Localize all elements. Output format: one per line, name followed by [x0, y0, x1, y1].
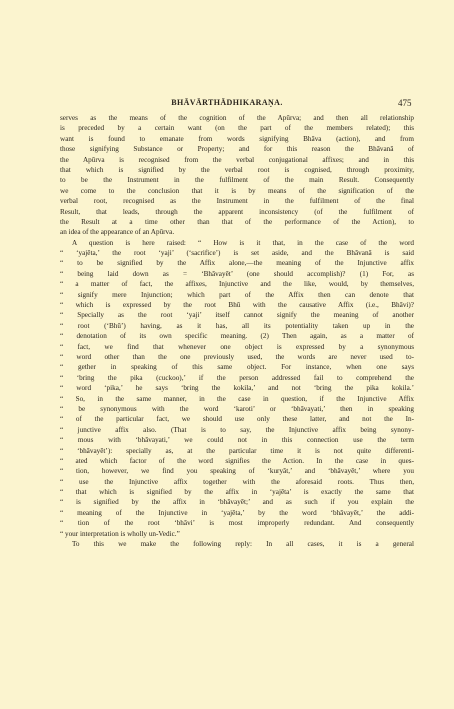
text-line: A question is here raised: “ How is it that, in the case of the word [72, 238, 414, 247]
text-line: “ root (‘Bhū’) having, as it has, all its potentiality taken up in the [60, 321, 414, 330]
text-line: verbal root, recognised as the Instrument in the fulfilment of the final [60, 197, 414, 206]
text-line: Result, that leads, through the apparent inconsistency (of the fulfilment of [60, 207, 414, 216]
text-line: “ So, in the same manner, in the case in question, if the Injunctive Affix [60, 394, 414, 403]
body-text [60, 113, 414, 549]
text-line: “ junctive affix also. (That is to say, the Injunctive affix being synony- [60, 425, 414, 434]
text-line: that which is signified by the verbal root is cognised, through proximity, [60, 165, 414, 174]
text-line: “ tion, however, we find you speaking of ‘kuryāt,’ and ‘bhāvayēt,’ where you [60, 467, 414, 476]
text-line: “ mous with ‘bhāvayati,’ we could not in this connection use the term [60, 436, 414, 445]
text-line: “ your interpretation is wholly un-Vedic.” [60, 529, 180, 538]
text-line: “ a matter of fact, the affixes, Injunctive and the like, would, by themselves, [60, 280, 414, 289]
text-line: those signifying Substance or Property; and for this reason the Bhāvanā of [60, 145, 414, 154]
text-line: “ signify mere Injunction; which part of the Affix then can denote that [60, 290, 414, 299]
text-line: is preceded by a certain want (on the part of the members related); this [60, 124, 414, 133]
text-line: “ denotation of its own specific meaning. (2) Then again, as a matter of [60, 332, 414, 341]
text-line: the Result at a time other than that of the performance of the Action), to [60, 217, 414, 226]
text-line: “ is signified by the affix in ‘bhāvayēt;’ and as such if you explain the [60, 498, 414, 507]
text-line: “ tion of the root ‘bhāvi’ is most improperly redundant. And consequently [60, 519, 414, 528]
text-line: we come to the conclusion that it is by means of the signification of the [60, 186, 414, 195]
text-line: “ word other than the one previously used, the words are never used to- [60, 352, 414, 361]
text-line: “ use the Injunctive affix together with the aforesaid roots. Thus then, [60, 477, 414, 486]
text-line: “ word ‘pika,’ he says ‘bring the kokila,’ and not ‘bring the pika kokila.’ [60, 384, 414, 393]
text-line: “ ‘bring the pika (cuckoo),’ if the person addressed fail to comprehend the [60, 373, 414, 382]
text-line: “ Specially as the root ‘yaji’ itself cannot signify the meaning of another [60, 311, 414, 320]
page-number: 475 [398, 98, 412, 108]
text-line: “ being laid down as = ‘Bhāvayēt’ (one should accomplish)? (1) For, as [60, 269, 414, 278]
text-line: serves as the means of the cognition of the Apūrva; and then all relationship [60, 114, 414, 122]
running-header: BHĀVĀRTHĀDHIKARAṆA. [171, 98, 283, 107]
text-line: “ meaning of the Injunctive in ‘yajēta,’ by the word ‘bhāvayēt,’ the addi- [60, 508, 414, 517]
text-line: “ that which is signified by the affix in ‘yajēta’ is exactly the same that [60, 488, 414, 497]
text-line: to be the Instrument in the fulfilment of the main Result. Consequently [60, 176, 414, 185]
text-line: “ ‘bhāvayēt’): specially as, at the particular time it is not quite differenti- [60, 446, 414, 455]
text-line: “ ated which factor of the word signifies the Action. In the case in ques- [60, 456, 414, 465]
text-line: “ to be signified by the Affix alone,—the meaning of the Injunctive affix [60, 259, 414, 268]
text-line: “ of the particular fact, we should use only these latter, and not the In- [60, 415, 414, 424]
text-line: the Apūrva is recognised from the verbal conjugational affixes; and in this [60, 155, 414, 164]
text-line: “ gether in speaking of this same object. For instance, when one says [60, 363, 414, 372]
text-line: “ fact, we find that whenever one object is expressed by a synonymous [60, 342, 414, 351]
text-line: “ ‘yajēta,’ the root ‘yaji’ (‘sacrifice’) is set aside, and the Bhāvanā is said [60, 249, 414, 258]
text-line: an idea of the appearance of an Apūrva. [60, 228, 175, 237]
text-line: want is found to emanate from words signifying Bhāva (action), and from [60, 134, 414, 143]
text-line: “ be synonymous with the word ‘karoti’ or ‘bhāvayati,’ then in speaking [60, 404, 414, 413]
text-line: “ which is expressed by the root Bhū with the causative Affix (i.e., Bhāvi)? [60, 301, 414, 310]
text-line: To this we make the following reply: In all cases, it is a general [72, 540, 414, 549]
